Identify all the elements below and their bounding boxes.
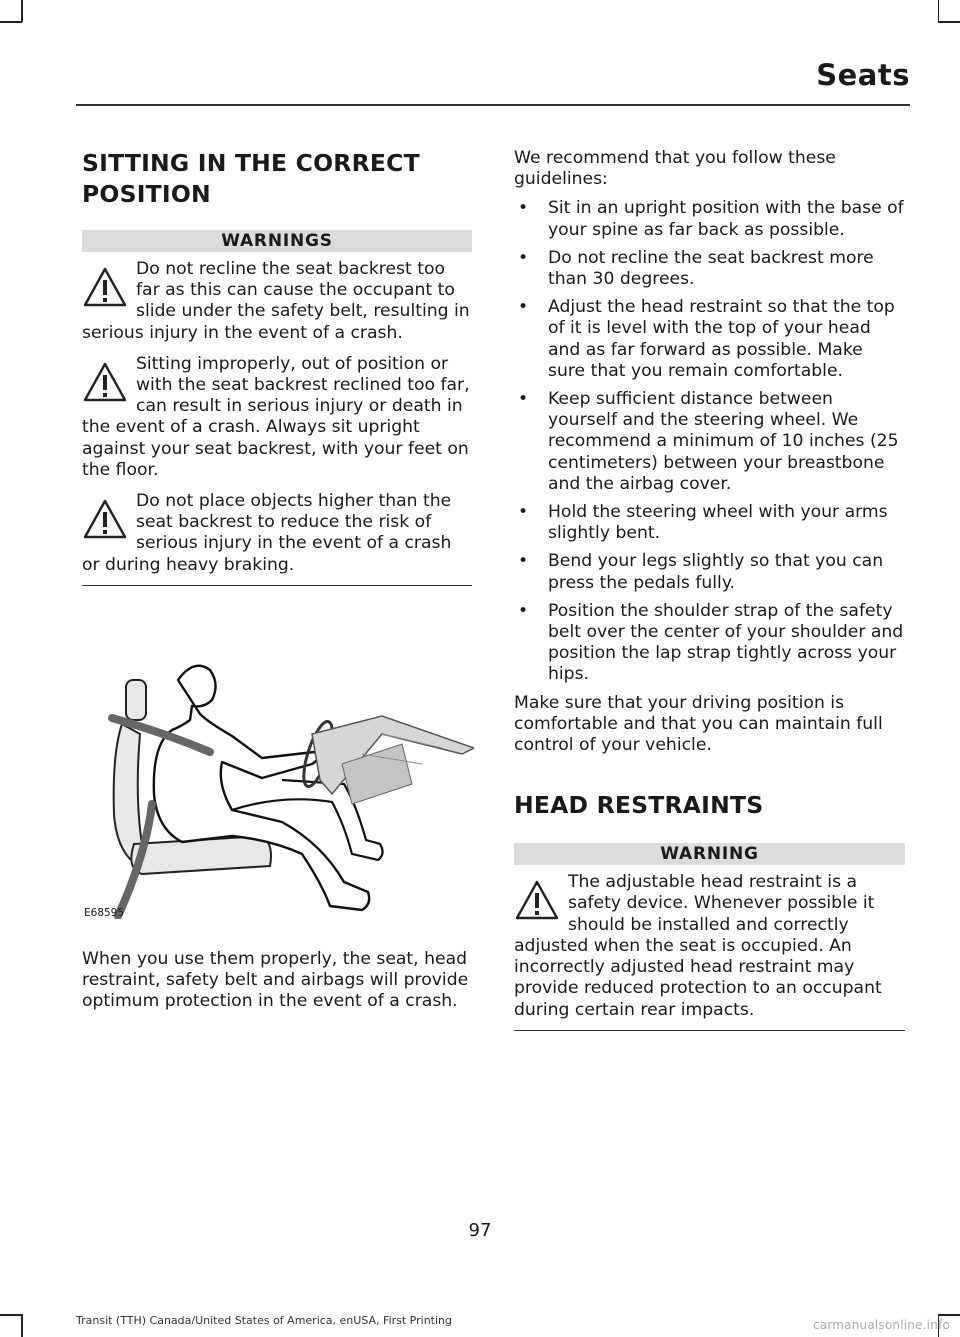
warning-triangle-icon	[82, 261, 128, 311]
crop-mark	[938, 0, 940, 22]
warning-item	[82, 259, 472, 344]
right-column	[514, 148, 905, 1031]
section-heading: HEAD RESTRAINTS	[514, 791, 764, 820]
warning-triangle-icon	[514, 874, 560, 924]
warning-triangle-icon	[82, 356, 128, 406]
warning-header: WARNING	[514, 843, 905, 865]
warning-text: Sitting improperly, out of position or with the seat backrest reclined too far, can result in serious injury or death in the event of a crash. Always sit upright against your seat backrest, with your feet on the floor.	[82, 353, 470, 480]
warnings-header: WARNINGS	[82, 230, 472, 252]
warning-text: The adjustable head restraint is a safety device. Whenever possible it should be installed and correctly adjusted when the seat is occupied. An incorrectly adjusted head restraint may provide reduced protection to an occupant during certain rear impacts.	[514, 872, 882, 1020]
list-item: • Keep sufficient distance between yourself and the steering wheel. We recommend a minimum of 10 inches (25 centimeters) between your breastbone and the airbag cover.	[514, 389, 905, 495]
warning-text: Do not place objects higher than the seat backrest to reduce the risk of serious injury in the event of a crash or during heavy braking.	[82, 491, 452, 575]
crop-mark	[0, 1314, 22, 1316]
edition-footer: Transit (TTH) Canada/United States of America, enUSA, First Printing	[76, 1314, 452, 1327]
intro-paragraph: We recommend that you follow these guidelines:	[514, 148, 836, 190]
closing-paragraph: Make sure that your driving position is comfortable and that you can maintain full control of your vehicle.	[514, 692, 883, 756]
figure-code: E68595	[84, 906, 125, 919]
list-item: • Do not recline the seat backrest more than 30 degrees.	[514, 248, 905, 290]
crop-mark	[938, 1314, 960, 1316]
section-heading: SITTING IN THE CORRECT POSITION	[82, 149, 420, 208]
crop-mark	[938, 21, 960, 23]
warning-item	[82, 491, 472, 586]
page-number: 97	[468, 1220, 492, 1241]
watermark: carmanualsonline.info	[813, 1318, 950, 1332]
section-title: Seats	[816, 58, 910, 92]
body-paragraph: When you use them properly, the seat, head restraint, safety belt and airbags will provide optimum protection in the event of a crash.	[82, 948, 469, 1012]
crop-mark	[21, 1314, 23, 1337]
guidelines-list	[514, 198, 905, 685]
list-item: • Position the shoulder strap of the safety belt over the center of your shoulder and position the lap strap tightly across your hips.	[514, 601, 905, 686]
warning-item	[514, 872, 905, 1030]
crop-mark	[0, 21, 22, 23]
driver-seat-diagram	[82, 644, 474, 919]
list-item: • Adjust the head restraint so that the top of it is level with the top of your head and as far forward as possible. Make sure that you remain comfortable.	[514, 297, 905, 382]
crop-mark	[21, 0, 23, 22]
list-item: • Sit in an upright position with the base of your spine as far back as possible.	[514, 198, 905, 240]
header-rule	[76, 104, 910, 106]
warning-text: Do not recline the seat backrest too far as this can cause the occupant to slide under the safety belt, resulting in serious injury in the event of a crash.	[82, 259, 470, 343]
warning-triangle-icon	[82, 493, 128, 543]
seating-position-illustration	[82, 644, 474, 919]
warning-item	[82, 354, 472, 481]
list-item: • Bend your legs slightly so that you can press the pedals fully.	[514, 551, 905, 593]
left-column	[82, 148, 472, 1012]
list-item: • Hold the steering wheel with your arms slightly bent.	[514, 502, 905, 544]
